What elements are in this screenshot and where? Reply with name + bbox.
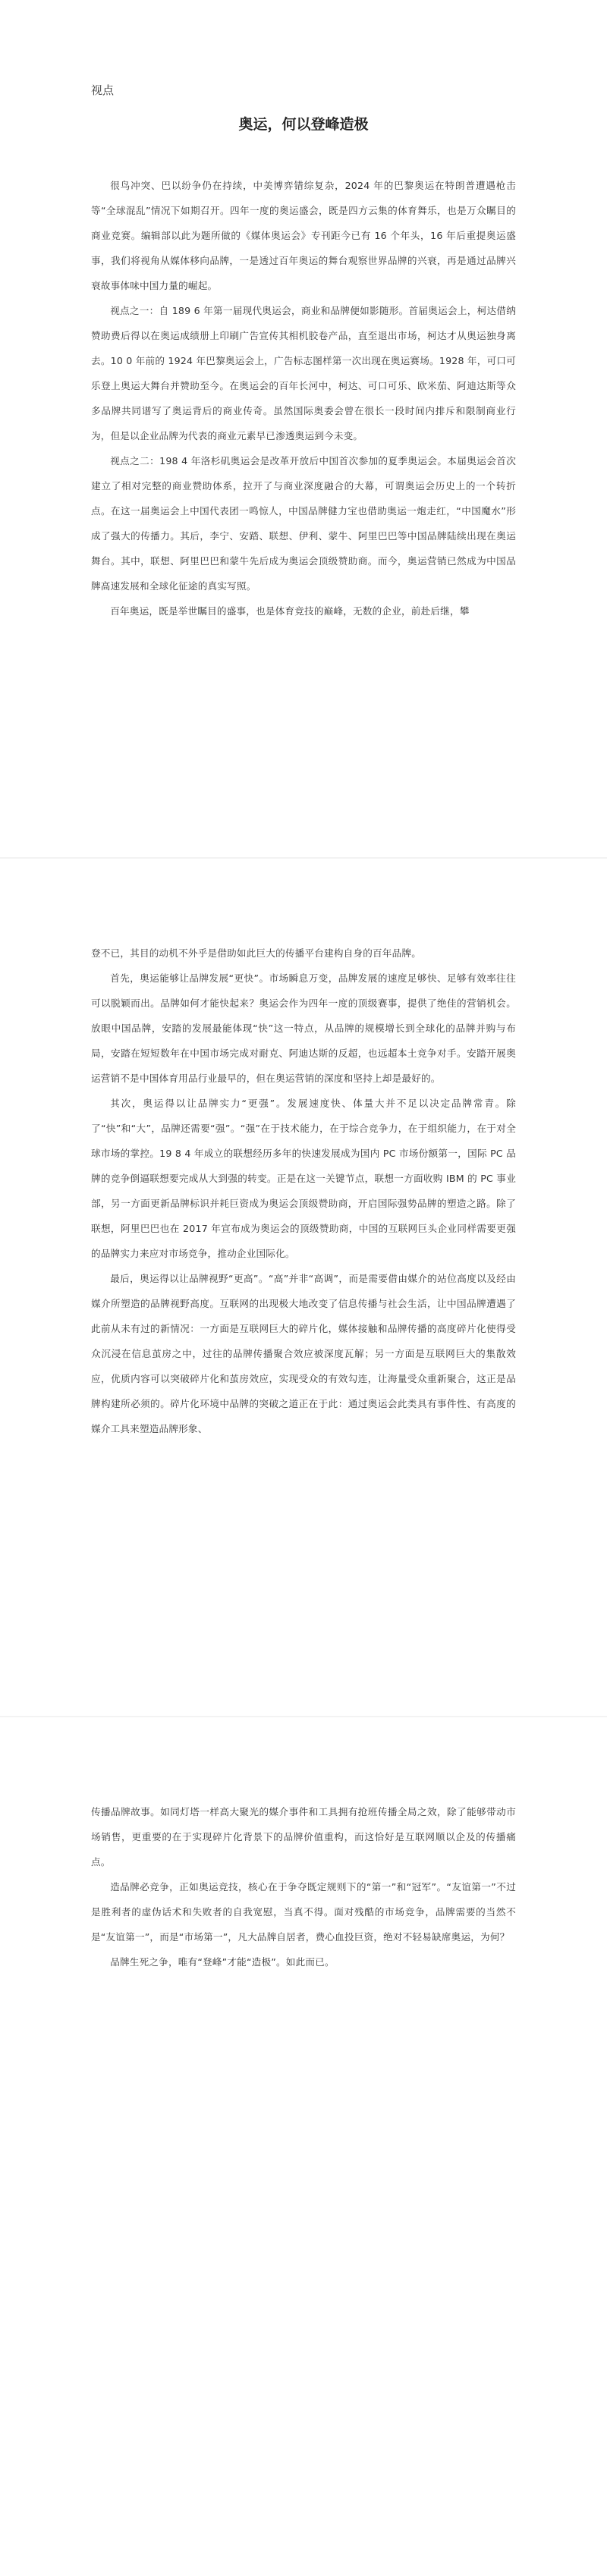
section-tag: 视点 [91, 83, 115, 97]
paragraph: 品牌生死之争，唯有“登峰”才能“造极”。如此而已。 [110, 1956, 335, 1968]
paragraph: 很鸟冲突、巴以纷争仍在持续，中美博弈错综复杂，2024 年的巴黎奥运在特朗普遭遇枪击等“全球混乱”情况下如期召开。四年一度的奥运盛会，既是四方云集的体育舞乐，也是万众瞩目的商业竞赛。编辑部以此为题所做的《媒体奥运会》专刊距今已有 16 个年头，16 年后重提奥运盛事，我们将视角从媒体移向品牌，一是透过百年奥运的舞台观察世界品牌的兴衰，再是通过品牌兴衰故事体味中国力量的崛起。 [91, 180, 516, 291]
paragraph: 视点之一：自 189 6 年第一届现代奥运会，商业和品牌便如影随形。首届奥运会上，柯达借纳赞助费后得以在奥运成绩册上印刷广告宣传其相机胶卷产品，直至退出市场，柯达才从奥运独身离去。10 0 年前的 1924 年巴黎奥运会上，广告标志图样第一次出现在奥运赛场。1928 年，可口可乐登上奥运大舞台并赞助至今。在奥运会的百年长河中，柯达、可口可乐、欧米茄、阿迪达斯等众多品牌共同谱写了奥运背后的商业传奇。虽然国际奥委会曾在很长一段时间内排斥和限制商业行为，但是以企业品牌为代表的商业元素早已渗透奥运到今未变。 [91, 305, 516, 441]
page-1 [0, 0, 607, 857]
paragraph-continued: 传播品牌故事。如同灯塔一样高大聚光的媒介事件和工具拥有抢班传播全局之效，除了能够带动市场销售，更重要的在于实现碎片化背景下的品牌价值重构，而这恰好是互联网顺以企及的传播痛点。 [91, 1806, 516, 1868]
paragraph: 视点之二：198 4 年洛杉矶奥运会是改革开放后中国首次参加的夏季奥运会。本届奥运会首次建立了相对完整的商业赞助体系，拉开了与商业深度融合的大幕，可谓奥运会历史上的一个转折点。在这一届奥运会上中国代表团一鸣惊人，中国品牌健力宝也借助奥运一炮走红，“中国魔水”形成了强大的传播力。其后，李宁、安踏、联想、伊利、蒙牛、阿里巴巴等中国品牌陆续出现在奥运舞台。其中，联想、阿里巴巴和蒙牛先后成为奥运会顶级赞助商。而今，奥运营销已然成为中国品牌高速发展和全球化征途的真实写照。 [91, 455, 516, 592]
page-2 [0, 859, 607, 1716]
paragraph-continued: 登不已，其目的动机不外乎是借助如此巨大的传播平台建构自身的百年品牌。 [91, 947, 421, 959]
article-title: 奥运，何以登峰造极 [238, 116, 369, 133]
paragraph: 造品牌必竞争，正如奥运竞技，核心在于争夺既定规则下的“第一”和“冠军”。“友谊第一”不过是胜利者的虚伪话术和失败者的自我宽慰，当真不得。面对残酷的市场竞争，品牌需要的当然不是“友谊第一”，而是“市场第一”，凡大品牌自居者，费心血投巨资，绝对不轻易缺席奥运，为何？ [91, 1881, 516, 1943]
paragraph: 百年奥运，既是举世瞩目的盛事，也是体育竞技的巅峰，无数的企业，前赴后继，攀 [110, 605, 470, 617]
paragraph: 其次，奥运得以让品牌实力“更强”。发展速度快、体量大并不足以决定品牌常青。除了“快”和“大”，品牌还需要“强”。“强”在于技术能力，在于综合竞争力，在于组织能力，在于对全球市场的掌控。19 8 4 年成立的联想经历多年的快速发展成为国内 PC 市场份额第一，国际 PC 品牌的竞争倒逼联想要完成从大到强的转变。正是在这一关键节点，联想一方面收购 IBM 的 PC 事业部，另一方面更新品牌标识并耗巨资成为奥运会顶级赞助商，开启国际强势品牌的塑造之路。除了联想，阿里巴巴也在 2017 年宣布成为奥运会的顶级赞助商，中国的互联网巨头企业同样需要更强的品牌实力来应对市场竞争，推动企业国际化。 [91, 1098, 516, 1259]
paragraph: 首先，奥运能够让品牌发展“更快”。市场瞬息万变，品牌发展的速度足够快、足够有效率往往可以脱颖而出。品牌如何才能快起来？奥运会作为四年一度的顶级赛事，提供了绝佳的营销机会。放眼中国品牌，安踏的发展最能体现“快”这一特点，从品牌的规模增长到全球化的品牌并购与布局，安踏在短短数年在中国市场完成对耐克、阿迪达斯的反超，也远超本土竞争对手。安踏开展奥运营销不是中国体育用品行业最早的，但在奥运营销的深度和坚持上却是最好的。 [91, 972, 516, 1084]
page-3 [0, 1717, 607, 2576]
paragraph: 最后，奥运得以让品牌视野“更高”。“高”并非“高调”，而是需要借由媒介的站位高度以及经由媒介所塑造的品牌视野高度。互联网的出现极大地改变了信息传播与社会生活，让中国品牌遭遇了此前从未有过的新情况：一方面是互联网巨大的碎片化，媒体接触和品牌传播的高度碎片化使得受众沉浸在信息茧房之中，过往的品牌传播聚合效应被深度瓦解；另一方面是互联网巨大的集散效应，优质内容可以突破碎片化和茧房效应，实现受众的有效勾连，让海量受众重新聚合，这正是品牌构建所必须的。碎片化环境中品牌的突破之道正在于此：通过奥运会此类具有事件性、有高度的媒介工具来塑造品牌形象、 [91, 1273, 516, 1434]
